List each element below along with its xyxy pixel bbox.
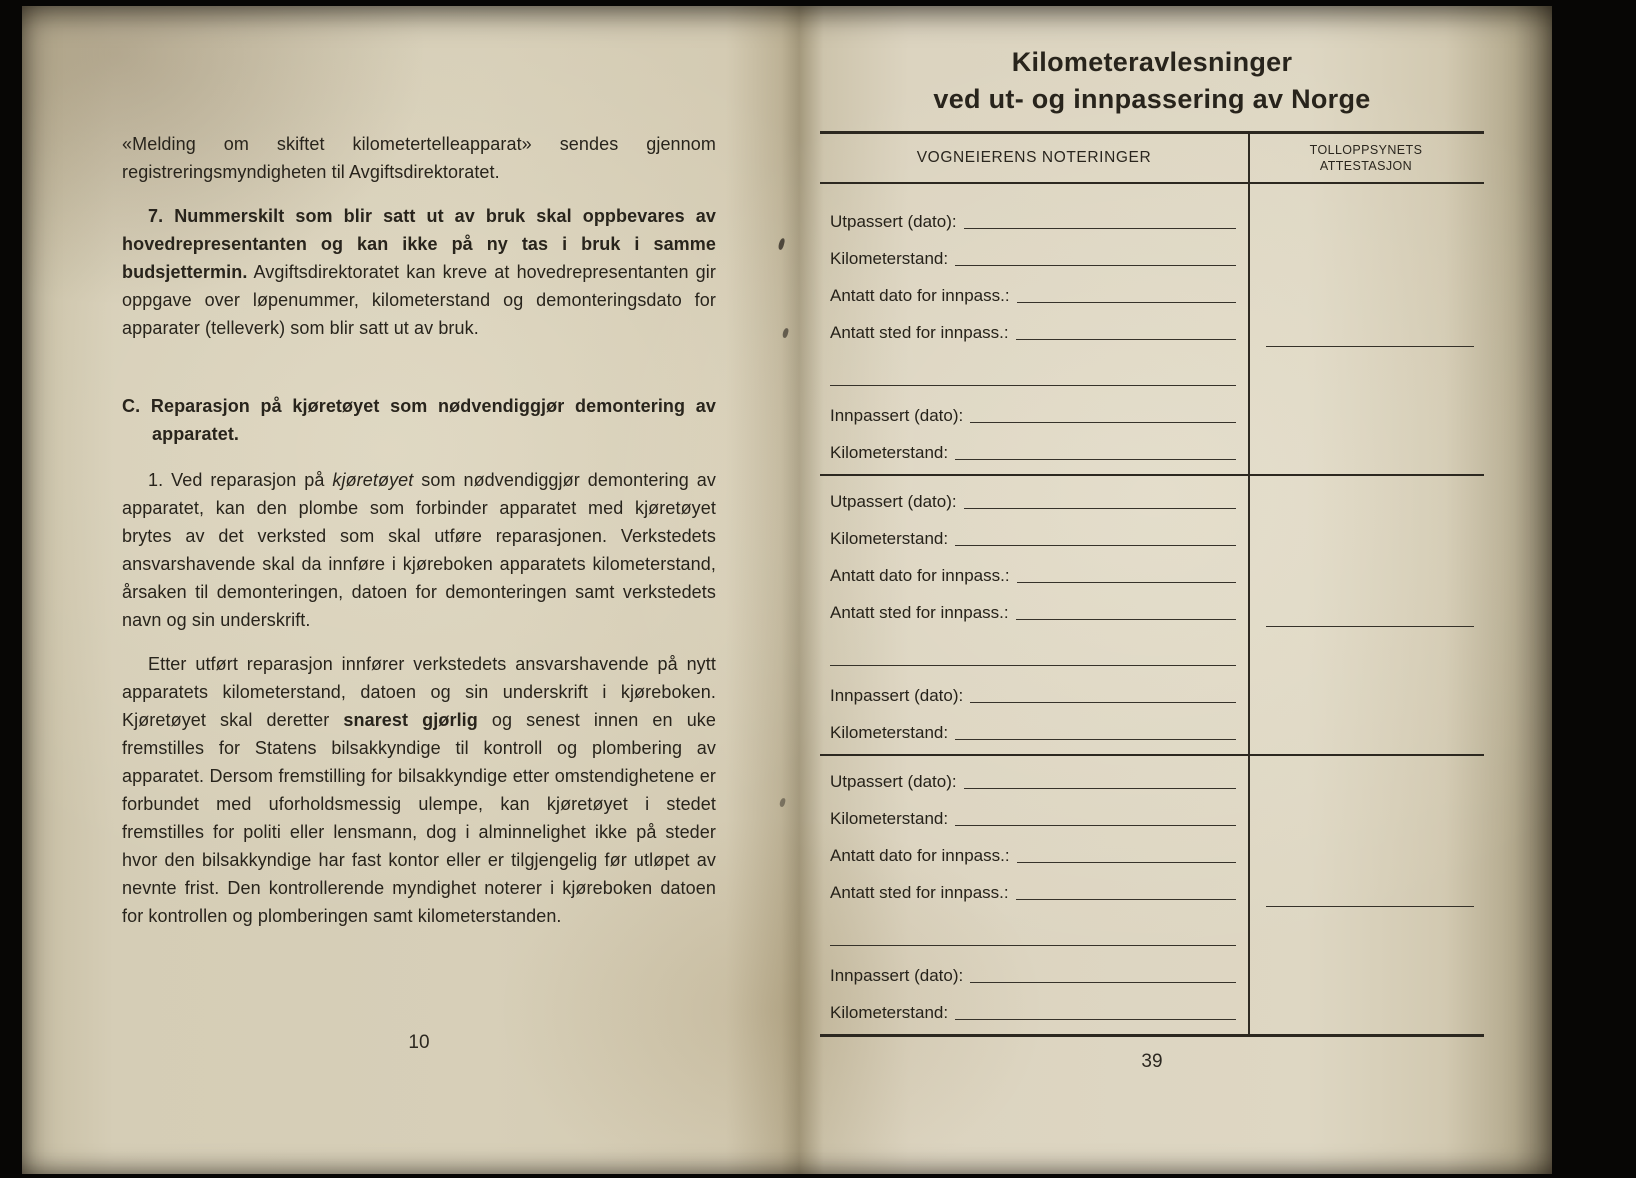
writing-line xyxy=(964,508,1236,509)
form-row-kilometerstand-2 xyxy=(830,707,1238,744)
field-label-antatt-dato: Antatt dato for innpass.: xyxy=(830,566,1010,585)
writing-line xyxy=(1016,899,1236,900)
heading-text: C. Reparasjon på kjøretøyet som nødvendiggjør demontering av apparatet. xyxy=(122,396,716,444)
writing-line xyxy=(955,265,1236,266)
field-label-utpassert: Utpassert (dato): xyxy=(830,772,957,791)
handwritten-tick-mark xyxy=(782,328,789,339)
field-label-kilometerstand: Kilometerstand: xyxy=(830,809,949,828)
left-page-text-column xyxy=(122,130,716,946)
left-page-number: 10 xyxy=(408,1032,430,1053)
writing-line xyxy=(955,545,1236,546)
field-label-kilometerstand: Kilometerstand: xyxy=(830,249,949,268)
attestation-writing-line xyxy=(1266,626,1474,627)
table-header-row xyxy=(820,134,1484,184)
form-row-kilometerstand-2 xyxy=(830,987,1238,1024)
form-block xyxy=(820,756,1484,1034)
paragraph-1-reparasjon xyxy=(122,466,716,634)
writing-line xyxy=(970,422,1236,423)
paragraph-bold-text: 7. Nummerskilt som blir satt ut av bruk skal oppbevares av hovedrepresentanten og kan ikke på ny tas i bruk i samme budsjettermin. xyxy=(122,206,716,282)
writing-line xyxy=(964,228,1236,229)
page-title xyxy=(820,44,1484,118)
form-row-innpassert xyxy=(830,670,1238,707)
writing-line xyxy=(955,1019,1236,1020)
paragraph-text: «Melding om skiftet kilometertelleapparat» sendes gjennom registreringsmyndigheten til Avgiftsdirektoratet. xyxy=(122,134,716,182)
form-row-blank xyxy=(830,904,1238,950)
form-row-antatt-dato xyxy=(830,830,1238,867)
form-row-antatt-sted xyxy=(830,307,1238,344)
writing-line xyxy=(830,945,1236,946)
form-row-kilometerstand xyxy=(830,513,1238,550)
form-row-blank xyxy=(830,344,1238,390)
paragraph-melding xyxy=(122,130,716,186)
form-row-antatt-sted xyxy=(830,867,1238,904)
form-row-antatt-dato xyxy=(830,270,1238,307)
form-row-utpassert xyxy=(830,196,1238,233)
field-label-kilometerstand: Kilometerstand: xyxy=(830,1003,949,1022)
writing-line xyxy=(955,825,1236,826)
writing-line xyxy=(1016,619,1236,620)
field-label-innpassert: Innpassert (dato): xyxy=(830,406,964,425)
field-label-antatt-sted: Antatt sted for innpass.: xyxy=(830,603,1009,622)
attestation-writing-line xyxy=(1266,346,1474,347)
handwritten-tick-mark xyxy=(778,238,786,251)
writing-line xyxy=(830,665,1236,666)
writing-line xyxy=(830,385,1236,386)
paragraph-text: 1. Ved reparasjon på xyxy=(148,470,333,490)
field-label-utpassert: Utpassert (dato): xyxy=(830,492,957,511)
form-row-kilometerstand xyxy=(830,233,1238,270)
paragraph-text: Avgiftsdirektoratet kan kreve at hovedrepresentanten gir oppgave over løpenummer, kilometerstand og demonteringsdato for apparater (telleverk) som blir satt ut av bruk. xyxy=(122,262,716,338)
owner-notes-rows xyxy=(830,476,1238,744)
field-label-antatt-dato: Antatt dato for innpass.: xyxy=(830,846,1010,865)
form-row-innpassert xyxy=(830,950,1238,987)
writing-line xyxy=(970,982,1236,983)
km-form-body xyxy=(820,184,1484,1034)
writing-line xyxy=(1017,302,1236,303)
handwritten-tick-mark xyxy=(779,798,786,808)
field-label-antatt-sted: Antatt sted for innpass.: xyxy=(830,323,1009,342)
paragraph-text: og senest innen en uke fremstilles for Statens bilsakkyndige til kontroll og plombering av apparatet. Dersom fremstilling for bilsakkyndige etter omstendighetene er forbundet med uforholdsmessig ulempe, kan kjøretøyet i stedet fremstilles for politi eller lensmann, dog i alminnelighet ikke på steder hvor den bilsakkyndige har fast kontor eller er tilgjengelig før utløpet av nevnte frist. Den kontrollerende myndighet noterer i kjøreboken datoen for kontrollen og plomberingen samt kilometerstanden. xyxy=(122,710,717,926)
paragraph-bold-text: snarest gjørlig xyxy=(343,710,478,730)
form-row-antatt-sted xyxy=(830,587,1238,624)
attestation-writing-line xyxy=(1266,906,1474,907)
form-row-utpassert xyxy=(830,476,1238,513)
writing-line xyxy=(970,702,1236,703)
field-label-innpassert: Innpassert (dato): xyxy=(830,966,964,985)
form-row-antatt-dato xyxy=(830,550,1238,587)
field-label-utpassert: Utpassert (dato): xyxy=(830,212,957,231)
page-title-line1: Kilometeravlesninger xyxy=(1011,47,1293,77)
form-row-kilometerstand xyxy=(830,793,1238,830)
customs-header-line2: ATTESTASJON xyxy=(1319,159,1413,173)
booklet-spread xyxy=(22,6,1552,1174)
form-block xyxy=(820,476,1484,756)
field-label-kilometerstand: Kilometerstand: xyxy=(830,443,949,462)
field-label-innpassert: Innpassert (dato): xyxy=(830,686,964,705)
paragraph-text: som nødvendiggjør demontering av apparatet, kan den plombe som forbinder apparatet med kjøretøyet brytes av det verksted som skal utføre reparasjonen. Verkstedets ansvarshavende skal da innføre i kjøreboken apparatets kilometerstand, årsaken til demonteringen, datoen for demonteringen samt verkstedets navn og sin underskrift. xyxy=(122,470,716,630)
form-row-utpassert xyxy=(830,756,1238,793)
paragraph-7-nummerskilt xyxy=(122,202,716,342)
owner-notes-rows xyxy=(830,756,1238,1024)
right-page xyxy=(820,44,1484,1073)
writing-line xyxy=(964,788,1236,789)
form-row-innpassert xyxy=(830,390,1238,427)
field-label-antatt-sted: Antatt sted for innpass.: xyxy=(830,883,1009,902)
paragraph-etter-utfort xyxy=(122,650,716,930)
kilometer-form-table xyxy=(820,131,1484,1037)
field-label-kilometerstand: Kilometerstand: xyxy=(830,529,949,548)
paragraph-italic-text: kjøretøyet xyxy=(332,470,414,490)
writing-line xyxy=(955,459,1236,460)
writing-line xyxy=(1016,339,1236,340)
page-title-line2: ved ut- og innpassering av Norge xyxy=(933,84,1371,114)
form-block xyxy=(820,184,1484,476)
form-row-kilometerstand-2 xyxy=(830,427,1238,464)
column-header-owner-notes: VOGNEIERENS NOTERINGER xyxy=(916,149,1152,166)
field-label-kilometerstand: Kilometerstand: xyxy=(830,723,949,742)
right-page-number: 39 xyxy=(1141,1051,1163,1072)
writing-line xyxy=(955,739,1236,740)
field-label-antatt-dato: Antatt dato for innpass.: xyxy=(830,286,1010,305)
writing-line xyxy=(1017,582,1236,583)
column-header-customs-attestation xyxy=(1248,142,1484,174)
form-row-blank xyxy=(830,624,1238,670)
owner-notes-rows xyxy=(830,196,1238,464)
customs-header-line1: TOLLOPPSYNETS xyxy=(1309,143,1423,157)
section-heading-c xyxy=(122,392,716,448)
paragraph-text: Etter utført reparasjon innfører verkstedets ansvarshavende på nytt apparatets kilometerstand, datoen og sin underskrift i kjøreboken. Kjøretøyet skal deretter xyxy=(122,654,716,730)
writing-line xyxy=(1017,862,1236,863)
